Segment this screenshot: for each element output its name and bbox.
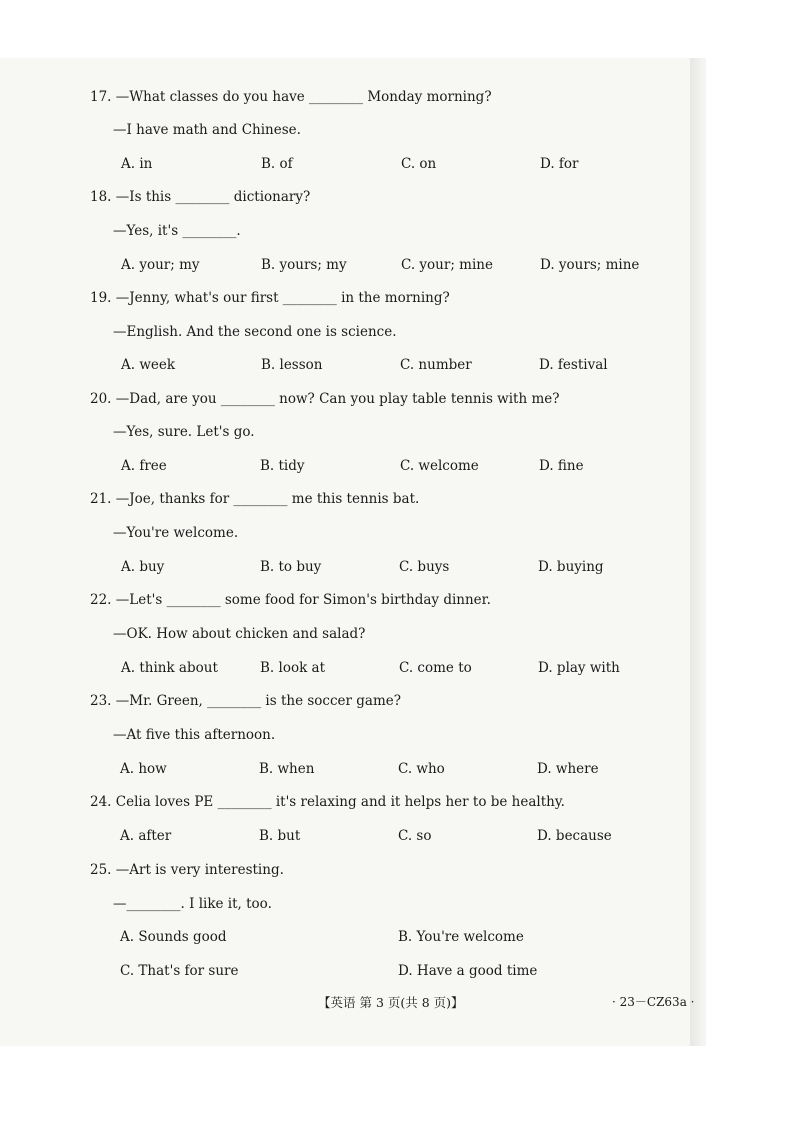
exam-code: · 23－CZ63a ·	[612, 995, 695, 1009]
question-answer-line: —You're welcome.	[113, 525, 239, 541]
page-number-label: 【英语 第 3 页(共 8 页)】	[318, 995, 464, 1010]
option-b: B. tidy	[260, 458, 305, 474]
option-c: C. come to	[399, 660, 472, 676]
question-stem: 23. —Mr. Green, ________ is the soccer game?	[90, 693, 401, 709]
option-d: D. fine	[539, 458, 584, 474]
option-c: C. who	[398, 761, 445, 777]
question-answer-line: —I have math and Chinese.	[113, 122, 301, 138]
question-stem: 20. —Dad, are you ________ now? Can you play table tennis with me?	[90, 391, 560, 407]
option-d: D. yours; mine	[540, 257, 640, 273]
question-answer-line: —________. I like it, too.	[113, 896, 272, 912]
option-c: C. That's for sure	[120, 963, 239, 979]
option-c: C. buys	[399, 559, 450, 575]
option-c: C. on	[401, 156, 437, 172]
question-answer-line: —English. And the second one is science.	[113, 324, 397, 340]
option-d: D. because	[537, 828, 612, 844]
option-d: D. play with	[538, 660, 620, 676]
option-a: A. week	[121, 357, 176, 373]
option-a: A. how	[120, 761, 167, 777]
question-stem: 19. —Jenny, what's our first ________ in the morning?	[90, 290, 450, 306]
option-a: A. your; my	[121, 257, 200, 273]
option-c: C. welcome	[400, 458, 479, 474]
option-b: B. lesson	[261, 357, 323, 373]
option-b: B. You're welcome	[398, 929, 524, 945]
option-b: B. look at	[260, 660, 326, 676]
option-a: A. Sounds good	[120, 929, 227, 945]
question-answer-line: —Yes, sure. Let's go.	[113, 424, 255, 440]
option-b: B. but	[259, 828, 301, 844]
option-d: D. Have a good time	[398, 963, 538, 979]
question-answer-line: —OK. How about chicken and salad?	[113, 626, 366, 642]
question-answer-line: —At five this afternoon.	[113, 727, 276, 743]
question-stem: 17. —What classes do you have ________ Monday morning?	[90, 89, 492, 105]
question-stem: 21. —Joe, thanks for ________ me this tennis bat.	[90, 491, 420, 507]
option-b: B. of	[261, 156, 293, 172]
option-d: D. for	[540, 156, 579, 172]
option-b: B. to buy	[260, 559, 322, 575]
option-a: A. buy	[121, 559, 165, 575]
option-a: A. free	[121, 458, 167, 474]
question-stem: 24. Celia loves PE ________ it's relaxing and it helps her to be healthy.	[90, 794, 565, 810]
option-b: B. when	[259, 761, 315, 777]
option-c: C. number	[400, 357, 472, 373]
question-answer-line: —Yes, it's ________.	[113, 223, 241, 239]
option-c: C. your; mine	[401, 257, 493, 273]
question-stem: 18. —Is this ________ dictionary?	[90, 189, 311, 205]
option-a: A. after	[120, 828, 172, 844]
option-a: A. think about	[121, 660, 218, 676]
option-d: D. where	[537, 761, 599, 777]
question-stem: 22. —Let's ________ some food for Simon's birthday dinner.	[90, 592, 491, 608]
option-d: D. festival	[539, 357, 608, 373]
option-a: A. in	[121, 156, 153, 172]
question-stem: 25. —Art is very interesting.	[90, 862, 284, 878]
option-c: C. so	[398, 828, 432, 844]
option-b: B. yours; my	[261, 257, 347, 273]
option-d: D. buying	[538, 559, 604, 575]
